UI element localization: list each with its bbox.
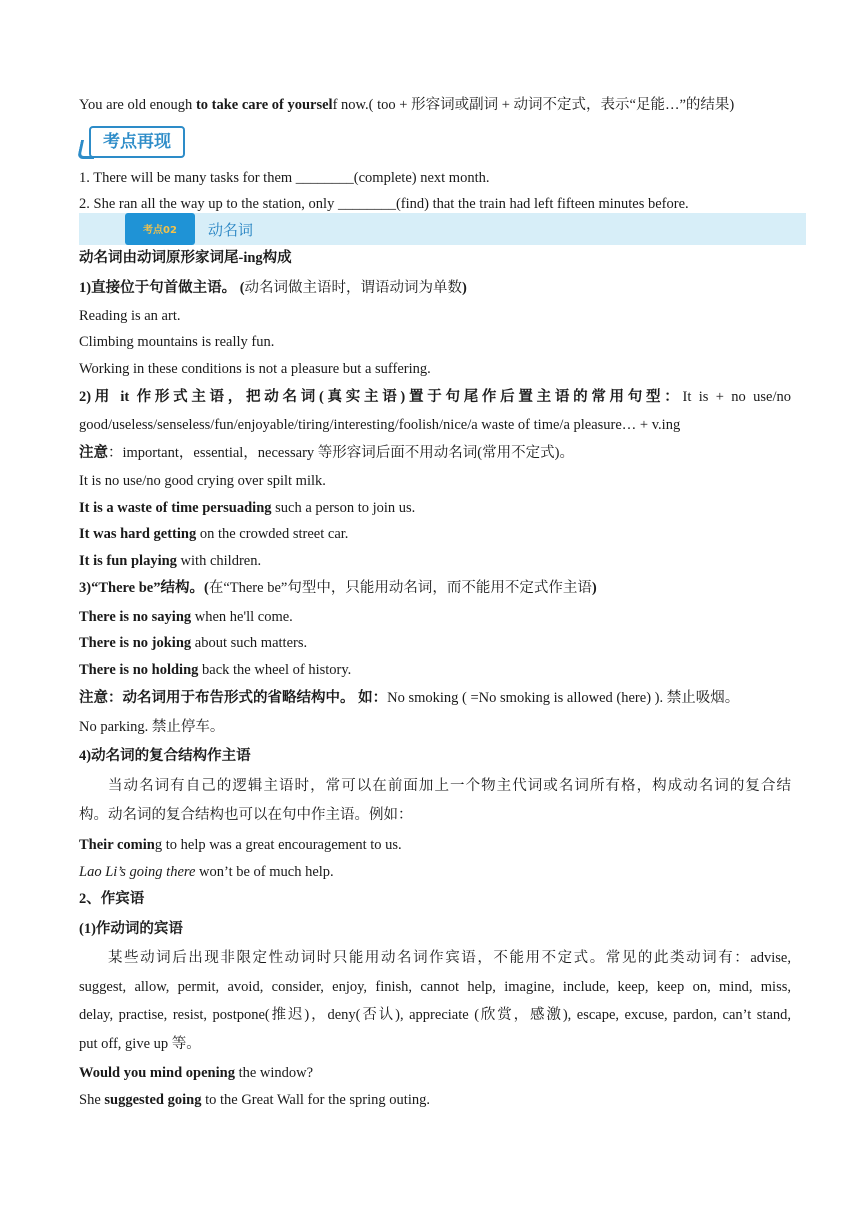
paragraph-line: suggest, allow, permit, avoid, consider, enjoy, finish, cannot help, imagine, include, keep, keep on, mind, miss, xyxy=(79,979,791,995)
section-2-subheading: (1)作动词的宾语 xyxy=(79,921,183,937)
intro-sentence: You are old enough to take care of yourself now.( too + 形容词或副词 + 动词不定式，表示“足能…”的结果) xyxy=(79,97,735,113)
rule-2-heading: 2)用 it 作形式主语，把动名词(真实主语)置于句尾作后置主语的常用句型：It is + no use/no xyxy=(79,389,791,405)
section-badge xyxy=(125,213,195,245)
note-2: 注意：动名词用于布告形式的省略结构中。 如：No smoking ( =No smoking is allowed (here) ). 禁止吸烟。 xyxy=(79,690,740,706)
example-line: Climbing mountains is really fun. xyxy=(79,334,275,350)
example-line: Would you mind opening the window? xyxy=(79,1065,314,1081)
gerund-definition: 动名词由动词原形家词尾-ing构成 xyxy=(79,250,292,266)
rule-2-pattern: good/useless/senseless/fun/enjoyable/tiring/interesting/foolish/nice/a waste of time/a pleasure… + v.ing xyxy=(79,417,681,433)
rule-1-heading: 1)直接位于句首做主语。 (动名词做主语时，谓语动词为单数) xyxy=(79,280,467,296)
section-label-text: 考点再现 xyxy=(89,126,185,158)
exercise-2: 2. She ran all the way up to the station, only ________(find) that the train had left fifteen minutes before. xyxy=(79,196,689,212)
example-line: It was hard getting on the crowded street car. xyxy=(79,526,349,542)
section-header-bar xyxy=(79,213,806,245)
example-line: Their coming to help was a great encouragement to us. xyxy=(79,837,402,853)
example-line: There is no holding back the wheel of history. xyxy=(79,662,352,678)
example-line: There is no joking about such matters. xyxy=(79,635,308,651)
example-line: It is fun playing with children. xyxy=(79,553,262,569)
example-line: Working in these conditions is not a pleasure but a suffering. xyxy=(79,361,431,377)
example-line: It is no use/no good crying over spilt milk. xyxy=(79,473,326,489)
paragraph-line: put off, give up 等。 xyxy=(79,1036,201,1052)
note-1: 注意：important，essential，necessary 等形容词后面不用动名词(常用不定式)。 xyxy=(79,445,574,461)
note-2-continued: No parking. 禁止停车。 xyxy=(79,719,225,735)
example-line: There is no saying when he'll come. xyxy=(79,609,293,625)
paragraph-line: 某些动词后出现非限定性动词时只能用动名词作宾语，不能用不定式。常见的此类动词有：advise, xyxy=(108,950,791,966)
paragraph-line: 当动名词有自己的逻辑主语时，常可以在前面加上一个物主代词或名词所有格，构成动名词的复合结 xyxy=(108,778,791,794)
section-2-heading: 2、作宾语 xyxy=(79,891,145,907)
rule-4-heading: 4)动名词的复合结构作主语 xyxy=(79,748,251,764)
exercise-1: 1. There will be many tasks for them ________(complete) next month. xyxy=(79,170,490,186)
example-line: She suggested going to the Great Wall for the spring outing. xyxy=(79,1092,430,1108)
paragraph-line: delay, practise, resist, postpone(推迟)，deny(否认), appreciate (欣赏，感激), escape, excuse, pardon, can’t stand, xyxy=(79,1007,791,1023)
section-label-kaodian xyxy=(79,126,187,156)
example-line: Reading is an art. xyxy=(79,308,181,324)
section-title: 动名词 xyxy=(208,221,254,239)
section-badge-text: 考点02 xyxy=(143,225,177,236)
paragraph-line: 构。动名词的复合结构也可以在句中作主语。例如： xyxy=(79,807,413,823)
example-line: Lao Li’s going there won’t be of much help. xyxy=(79,864,334,880)
example-line: It is a waste of time persuading such a person to join us. xyxy=(79,500,416,516)
rule-3-heading: 3)“There be”结构。(在“There be”句型中，只能用动名词，而不能用不定式作主语) xyxy=(79,580,597,596)
